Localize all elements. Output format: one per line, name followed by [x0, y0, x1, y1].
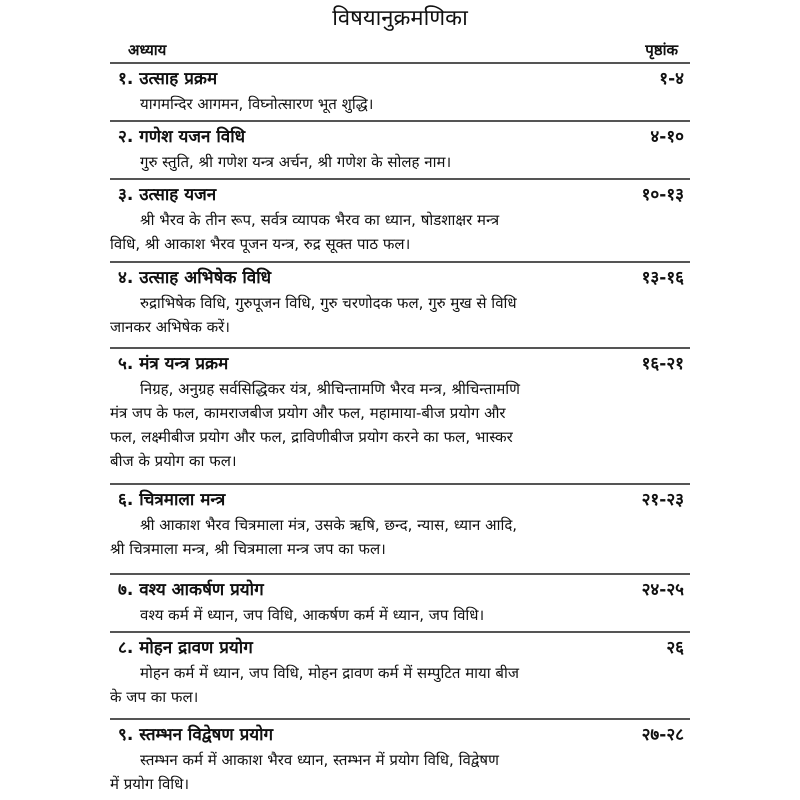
description-line: श्री चित्रमाला मन्त्र, श्री चित्रमाला मन्त्र जप का फल। — [110, 540, 386, 558]
toc-entry — [110, 631, 690, 709]
description-line: मोहन कर्म में ध्यान, जप विधि, मोहन द्रावण कर्म में सम्पुटित माया बीज — [140, 664, 519, 682]
description-line: रुद्राभिषेक विधि, गुरुपूजन विधि, गुरु चरणोदक फल, गुरु मुख से विधि — [140, 294, 517, 312]
entry-title: ९. स्तम्भन विद्वेषण प्रयोग — [118, 725, 274, 745]
toc-entry — [110, 178, 690, 256]
toc-entry — [110, 483, 690, 561]
entry-title: ४. उत्साह अभिषेक विधि — [118, 268, 272, 288]
description-line: वश्य कर्म में ध्यान, जप विधि, आकर्षण कर्म में ध्यान, जप विधि। — [140, 606, 485, 624]
toc-entry — [110, 261, 690, 339]
entry-description — [110, 513, 690, 561]
page-column-header: पृष्ठांक — [645, 41, 678, 59]
entry-description — [110, 377, 690, 473]
description-line: गुरु स्तुति, श्री गणेश यन्त्र अर्चन, श्री गणेश के सोलह नाम। — [140, 153, 452, 171]
entry-description — [110, 291, 690, 339]
description-line: में प्रयोग विधि। — [110, 775, 190, 793]
chapter-column-header: अध्याय — [128, 41, 167, 59]
entry-title: ३. उत्साह यजन — [118, 185, 217, 205]
entry-pages: २७-२८ — [641, 725, 684, 745]
description-line: मंत्र जप के फल, कामराजबीज प्रयोग और फल, महामाया-बीज प्रयोग और — [110, 404, 506, 422]
entry-description — [110, 208, 690, 256]
entry-title: ७. वश्य आकर्षण प्रयोग — [118, 580, 264, 600]
description-line: श्री आकाश भैरव चित्रमाला मंत्र, उसके ऋषि, छन्द, न्यास, ध्यान आदि, — [140, 516, 518, 534]
entry-pages: १०-१३ — [641, 185, 684, 205]
entry-title: १. उत्साह प्रक्रम — [118, 69, 218, 89]
description-line: यागमन्दिर आगमन, विघ्नोत्सारण भूत शुद्धि। — [140, 95, 374, 113]
entry-description — [110, 603, 690, 627]
page-title: विषयानुक्रमणिका — [332, 6, 468, 31]
description-line: स्तम्भन कर्म में आकाश भैरव ध्यान, स्तम्भन में प्रयोग विधि, विद्वेषण — [140, 751, 499, 769]
toc-entry — [110, 718, 690, 796]
toc-entry — [110, 120, 690, 174]
entry-title: ८. मोहन द्रावण प्रयोग — [118, 638, 253, 658]
toc-entry — [110, 62, 690, 116]
description-line: श्री भैरव के तीन रूप, सर्वत्र व्यापक भैरव का ध्यान, षोडशाक्षर मन्त्र — [140, 211, 500, 229]
entry-title: २. गणेश यजन विधि — [118, 127, 246, 147]
description-line: जानकर अभिषेक करें। — [110, 318, 230, 336]
toc-entry — [110, 347, 690, 473]
entry-description — [110, 92, 690, 116]
entry-pages: २४-२५ — [641, 580, 684, 600]
description-line: के जप का फल। — [110, 688, 199, 706]
entry-pages: १३-१६ — [641, 268, 684, 288]
entry-title: ५. मंत्र यन्त्र प्रक्रम — [118, 354, 229, 374]
entry-pages: १-४ — [659, 69, 684, 89]
entry-description — [110, 661, 690, 709]
entry-pages: २१-२३ — [641, 490, 684, 510]
toc-entry — [110, 573, 690, 627]
description-line: विधि, श्री आकाश भैरव पूजन यन्त्र, रुद्र सूक्त पाठ फल। — [110, 235, 411, 253]
entry-pages: ४-१० — [650, 127, 684, 147]
entry-pages: १६-२१ — [641, 354, 684, 374]
description-line: फल, लक्ष्मीबीज प्रयोग और फल, द्राविणीबीज प्रयोग करने का फल, भास्कर — [110, 428, 513, 446]
entry-description — [110, 150, 690, 174]
description-line: बीज के प्रयोग का फल। — [110, 452, 237, 470]
entry-description — [110, 748, 690, 796]
entry-pages: २६ — [666, 638, 684, 658]
description-line: निग्रह, अनुग्रह सर्वसिद्धिकर यंत्र, श्रीचिन्तामणि भैरव मन्त्र, श्रीचिन्तामणि — [140, 380, 521, 398]
entry-title: ६. चित्रमाला मन्त्र — [118, 490, 226, 510]
